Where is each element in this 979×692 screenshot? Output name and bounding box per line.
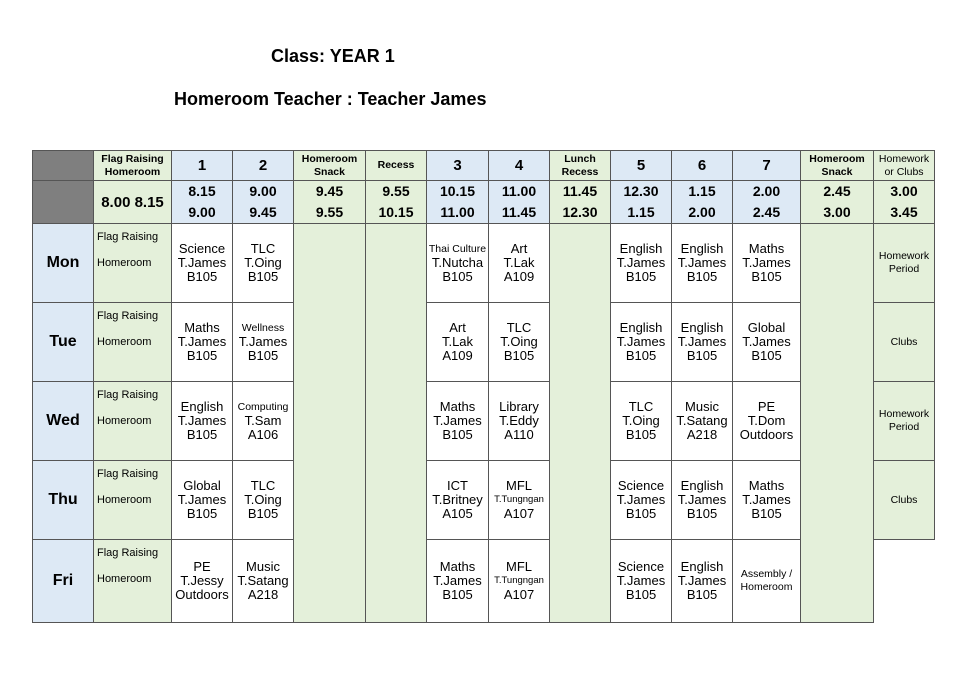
header-period-1: 1 <box>172 151 233 181</box>
teacher: T.James <box>238 334 288 349</box>
lesson-cell <box>172 224 233 303</box>
day-label: Thu <box>33 461 94 540</box>
subject: ICT <box>447 478 468 493</box>
time-recess <box>366 181 427 224</box>
teacher: T.Satang <box>676 413 728 428</box>
homeroom-line1: Flag Raising <box>97 310 159 322</box>
time-homework-end: 3.45 <box>890 204 918 220</box>
corner-cell <box>33 151 94 181</box>
subject: TLC <box>250 241 276 256</box>
time-p4-start: 11.00 <box>501 183 537 199</box>
teacher: T.James <box>677 255 727 270</box>
teacher: T.Eddy <box>499 413 539 428</box>
lesson-cell <box>672 540 733 623</box>
room: B105 <box>686 506 718 521</box>
room: B105 <box>751 506 782 521</box>
room: Outdoors <box>739 427 794 442</box>
day-row-mon <box>33 224 935 303</box>
teacher: T.James <box>616 573 666 588</box>
subject: Music <box>246 559 280 574</box>
teacher: T.James <box>677 573 727 588</box>
subject: Wellness <box>241 322 285 334</box>
subject: English <box>680 478 724 493</box>
subject: Computing <box>237 401 289 413</box>
subject: English <box>619 241 663 256</box>
class-title: Class: YEAR 1 <box>271 46 395 66</box>
room: B105 <box>686 348 718 363</box>
time-row <box>33 181 935 224</box>
time-hsnack1 <box>294 181 366 224</box>
time-p1-start: 8.15 <box>188 183 216 199</box>
subject: Global <box>183 478 221 493</box>
room: B105 <box>625 506 657 521</box>
teacher: T.James <box>742 255 791 270</box>
day-row-tue <box>33 303 935 382</box>
room: B105 <box>751 269 782 284</box>
teacher: T.Jessy <box>180 573 224 588</box>
homeroom-snack-block-1 <box>294 224 366 623</box>
teacher: T.James <box>177 413 227 428</box>
time-p4-end: 11.45 <box>501 204 537 220</box>
time-recess-end: 10.15 <box>378 204 414 220</box>
lesson-cell <box>172 303 233 382</box>
day-row-thu <box>33 461 935 540</box>
lesson-cell <box>611 461 672 540</box>
subject: English <box>680 320 724 335</box>
subject: Art <box>449 320 466 335</box>
room: B105 <box>247 348 279 363</box>
subject: English <box>680 559 724 574</box>
lesson-cell <box>672 224 733 303</box>
subject: Science <box>178 241 226 256</box>
lesson-cell <box>427 303 489 382</box>
lesson-cell <box>489 224 550 303</box>
lesson-cell <box>733 224 801 303</box>
time-lunch-start: 11.45 <box>562 183 598 199</box>
lesson-cell <box>611 303 672 382</box>
teacher: T.Nutcha <box>431 255 484 270</box>
room: B105 <box>686 269 718 284</box>
subject: MFL <box>506 559 532 574</box>
room: B105 <box>186 348 218 363</box>
day-row-wed <box>33 382 935 461</box>
room: Outdoors <box>175 587 229 602</box>
homeroom-cell <box>94 540 172 623</box>
time-p5-end: 1.15 <box>627 204 655 220</box>
lesson-cell <box>172 461 233 540</box>
room: A107 <box>503 587 535 602</box>
lesson-cell <box>672 461 733 540</box>
teacher: T.James <box>677 492 727 507</box>
lesson-cell <box>489 303 550 382</box>
after-school-cell: Clubs <box>874 303 935 382</box>
subject: Maths <box>184 320 220 335</box>
subject: English <box>180 399 224 414</box>
subject: Music <box>685 399 719 414</box>
time-p7 <box>733 181 801 224</box>
teacher: T.James <box>677 334 727 349</box>
room: B105 <box>625 427 657 442</box>
subject: Art <box>510 241 528 256</box>
lesson-cell <box>611 540 672 623</box>
time-hsnack2-end: 3.00 <box>823 204 851 220</box>
homeroom-snack-block-2 <box>801 224 874 623</box>
lesson-cell <box>233 540 294 623</box>
subject: TLC <box>506 320 532 335</box>
homeroom-line1: Flag Raising <box>97 231 159 243</box>
time-p5 <box>611 181 672 224</box>
teacher: T.Tungngan <box>494 575 544 586</box>
lesson-cell <box>611 224 672 303</box>
subject: Global <box>747 320 786 335</box>
teacher: T.James <box>433 413 482 428</box>
teacher: T.James <box>177 334 227 349</box>
lesson-cell <box>489 382 550 461</box>
subject: Science <box>617 559 665 574</box>
header-recess: Recess <box>366 151 427 181</box>
day-label: Fri <box>33 540 94 623</box>
teacher: T.Britney <box>432 492 483 507</box>
teacher: T.Oing <box>244 492 282 507</box>
lesson-cell <box>733 461 801 540</box>
lesson-cell <box>233 382 294 461</box>
time-recess-start: 9.55 <box>382 183 410 199</box>
lesson-cell <box>611 382 672 461</box>
header-period-6: 6 <box>672 151 733 181</box>
teacher: T.Tungngan <box>494 494 544 505</box>
homeroom-line2: Homeroom <box>97 336 152 348</box>
period-header-row <box>33 151 935 181</box>
time-hsnack2 <box>801 181 874 224</box>
day-label: Wed <box>33 382 94 461</box>
time-p1 <box>172 181 233 224</box>
after-school-empty <box>874 540 935 623</box>
room: A105 <box>442 506 473 521</box>
assembly-cell: Assembly / Homeroom <box>733 540 801 623</box>
header-homeroom-snack-1: Homeroom Snack <box>294 151 366 181</box>
subject: PE <box>757 399 776 414</box>
room: B105 <box>186 506 218 521</box>
teacher: T.Lak <box>441 334 474 349</box>
room: A107 <box>503 506 535 521</box>
header-lunch-recess: Lunch Recess <box>550 151 611 181</box>
teacher: T.Oing <box>500 334 538 349</box>
time-p7-start: 2.00 <box>752 183 781 199</box>
lesson-cell <box>489 461 550 540</box>
time-p6 <box>672 181 733 224</box>
day-label: Mon <box>33 224 94 303</box>
homeroom-line2: Homeroom <box>97 415 152 427</box>
time-p2-start: 9.00 <box>249 183 277 199</box>
time-p6-end: 2.00 <box>688 204 716 220</box>
room: A109 <box>503 269 535 284</box>
recess-block <box>366 224 427 623</box>
teacher: T.Oing <box>244 255 282 270</box>
homeroom-cell <box>94 303 172 382</box>
time-flag: 8.00 8.15 <box>94 181 172 224</box>
homeroom-line2: Homeroom <box>97 573 152 585</box>
header-period-4: 4 <box>489 151 550 181</box>
teacher: T.James <box>616 334 666 349</box>
room: B105 <box>625 587 657 602</box>
room: B105 <box>186 269 218 284</box>
header-period-5: 5 <box>611 151 672 181</box>
time-lunch-end: 12.30 <box>562 204 598 220</box>
time-homework-start: 3.00 <box>890 183 918 199</box>
header-flag: Flag Raising Homeroom <box>94 151 172 181</box>
subject: PE <box>193 559 211 574</box>
time-p2 <box>233 181 294 224</box>
room: B105 <box>442 427 473 442</box>
time-p7-end: 2.45 <box>752 204 781 220</box>
after-school-cell: Homework Period <box>874 224 935 303</box>
subject: Library <box>499 399 539 414</box>
room: A106 <box>247 427 279 442</box>
lunch-recess-block <box>550 224 611 623</box>
time-p3-start: 10.15 <box>439 183 476 199</box>
time-p3 <box>427 181 489 224</box>
room: A218 <box>686 427 718 442</box>
teacher: T.Sam <box>244 413 282 428</box>
lesson-cell <box>427 461 489 540</box>
subject: TLC <box>628 399 654 414</box>
time-p5-start: 12.30 <box>623 183 659 199</box>
lesson-cell <box>172 540 233 623</box>
teacher: T.Dom <box>747 413 786 428</box>
room: A109 <box>442 348 473 363</box>
day-label: Tue <box>33 303 94 382</box>
subject: Maths <box>748 478 785 493</box>
header-homeroom-snack-2: Homeroom Snack <box>801 151 874 181</box>
subject: TLC <box>250 478 276 493</box>
time-lunch <box>550 181 611 224</box>
homeroom-line1: Flag Raising <box>97 389 159 401</box>
subject: Maths <box>439 399 476 414</box>
lesson-cell <box>672 303 733 382</box>
lesson-cell <box>233 461 294 540</box>
lesson-cell <box>489 540 550 623</box>
lesson-cell <box>733 382 801 461</box>
room: A110 <box>504 427 534 442</box>
lesson-cell <box>233 303 294 382</box>
lesson-cell <box>233 224 294 303</box>
header-homework-clubs <box>874 151 935 181</box>
day-row-fri <box>33 540 935 623</box>
time-hsnack1-start: 9.45 <box>315 183 344 199</box>
homeroom-line2: Homeroom <box>97 494 152 506</box>
time-homework <box>874 181 935 224</box>
homeroom-line1: Flag Raising <box>97 547 159 559</box>
time-p1-end: 9.00 <box>188 204 216 220</box>
room: B105 <box>686 587 718 602</box>
subject: English <box>619 320 663 335</box>
teacher: T.Lak <box>503 255 535 270</box>
teacher: T.James <box>742 334 791 349</box>
header-period-2: 2 <box>233 151 294 181</box>
time-p2-end: 9.45 <box>249 204 277 220</box>
homeroom-cell <box>94 224 172 303</box>
time-p4 <box>489 181 550 224</box>
room: B105 <box>247 269 279 284</box>
homeroom-line1: Flag Raising <box>97 468 159 480</box>
subject: English <box>680 241 724 256</box>
teacher: T.James <box>616 492 666 507</box>
lesson-cell <box>172 382 233 461</box>
timetable <box>32 150 935 623</box>
room: B105 <box>625 348 657 363</box>
after-school-cell: Homework Period <box>874 382 935 461</box>
room: B105 <box>442 587 473 602</box>
lesson-cell <box>427 224 489 303</box>
lesson-cell <box>733 303 801 382</box>
subject: Science <box>617 478 665 493</box>
teacher: T.James <box>177 492 227 507</box>
subject: Maths <box>439 559 476 574</box>
corner-cell-2 <box>33 181 94 224</box>
header-period-7: 7 <box>733 151 801 181</box>
teacher: T.James <box>616 255 666 270</box>
room: B105 <box>625 269 657 284</box>
teacher: T.James <box>742 492 791 507</box>
after-school-cell: Clubs <box>874 461 935 540</box>
time-hsnack2-start: 2.45 <box>823 183 851 199</box>
lesson-cell <box>427 382 489 461</box>
room: B105 <box>503 348 535 363</box>
room: B105 <box>186 427 218 442</box>
room: B105 <box>247 506 279 521</box>
room: B105 <box>442 269 473 284</box>
homeroom-line2: Homeroom <box>97 257 152 269</box>
subject: Maths <box>748 241 785 256</box>
teacher: T.James <box>177 255 227 270</box>
teacher: T.Oing <box>622 413 660 428</box>
header-homework-clubs-label: Homework or Clubs <box>878 152 930 178</box>
room: A218 <box>247 587 279 602</box>
lesson-cell <box>427 540 489 623</box>
room: B105 <box>751 348 782 363</box>
homeroom-teacher: Homeroom Teacher : Teacher James <box>174 89 487 109</box>
teacher: T.Satang <box>237 573 289 588</box>
time-p3-end: 11.00 <box>440 204 475 220</box>
time-p6-start: 1.15 <box>688 183 716 199</box>
subject: Thai Culture <box>428 243 487 255</box>
homeroom-cell <box>94 461 172 540</box>
time-hsnack1-end: 9.55 <box>315 204 344 220</box>
homeroom-cell <box>94 382 172 461</box>
lesson-cell <box>672 382 733 461</box>
subject: MFL <box>506 478 532 493</box>
header-period-3: 3 <box>427 151 489 181</box>
teacher: T.James <box>433 573 482 588</box>
